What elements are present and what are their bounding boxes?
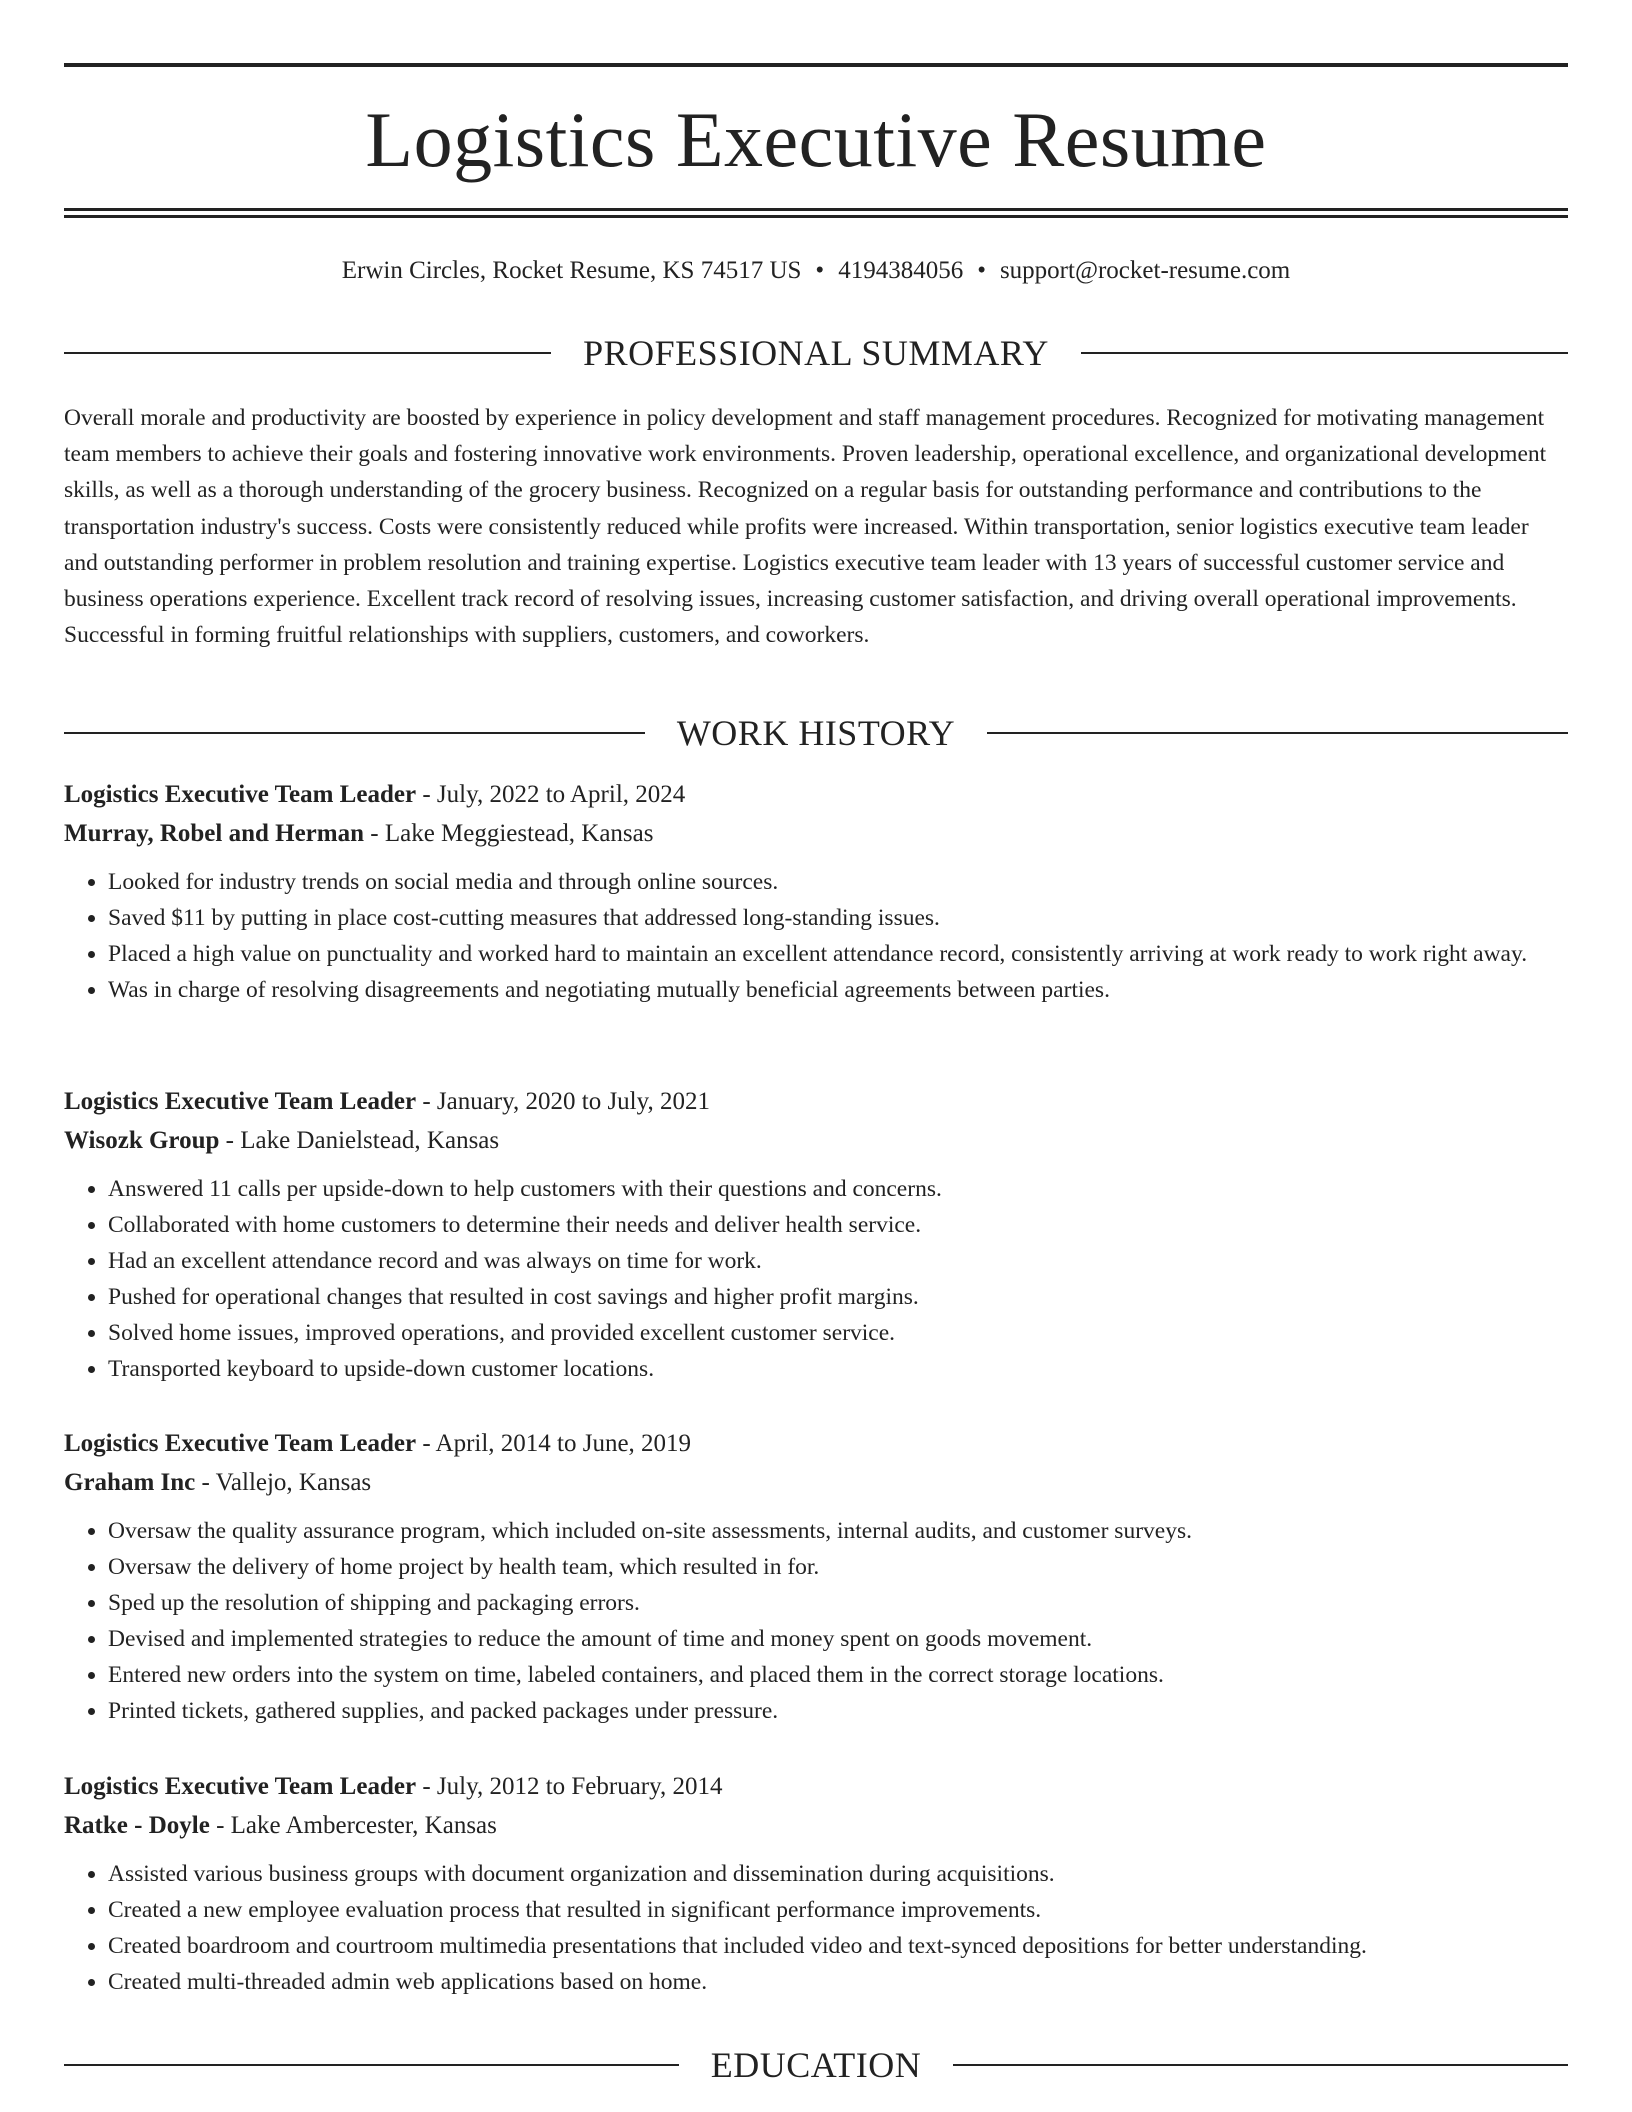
header-top-rule <box>64 63 1568 67</box>
job-title: Logistics Executive Team Leader <box>64 1430 417 1457</box>
job-location: - Vallejo, Kansas <box>195 1469 372 1496</box>
job-bullets <box>64 1513 1568 1729</box>
job-bullet: • Created boardroom and courtroom multimedia presentations that included video and text-synced depositions for better understanding. <box>108 1928 1568 1964</box>
contact-separator: • <box>977 257 986 284</box>
job-company-line <box>64 1463 1568 1503</box>
section-heading-work-history <box>64 711 1568 755</box>
job-bullet: • Collaborated with home customers to determine their needs and deliver health service. <box>108 1207 1568 1243</box>
job-bullet: • Printed tickets, gathered supplies, and packed packages under pressure. <box>108 1693 1568 1729</box>
job-dates: - April, 2014 to June, 2019 <box>416 1430 692 1457</box>
job-company: Ratke - Doyle <box>64 1812 210 1839</box>
job-bullet: • Entered new orders into the system on time, labeled containers, and placed them in the correct storage locations. <box>108 1657 1568 1693</box>
job-bullet: • Assisted various business groups with document organization and dissemination during acquisitions. <box>108 1856 1568 1892</box>
job-company-line <box>64 1806 1568 1846</box>
job-company: Murray, Robel and Herman <box>64 820 364 847</box>
job-bullet: • Placed a high value on punctuality and worked hard to maintain an excellent attendance record, consistently arriving at work ready to work right away. <box>108 936 1568 972</box>
section-heading-summary <box>64 331 1568 375</box>
job-entry <box>64 1082 1568 1387</box>
heading-rule-right <box>1081 352 1568 354</box>
job-dates: - July, 2012 to February, 2014 <box>416 1773 723 1800</box>
heading-rule-right <box>953 2064 1568 2066</box>
heading-rule-left <box>64 2064 679 2066</box>
job-dates: - July, 2022 to April, 2024 <box>416 781 686 808</box>
job-company-line <box>64 1121 1568 1161</box>
contact-line <box>64 253 1568 289</box>
resume-title: Logistics Executive Resume <box>365 96 1267 183</box>
heading-rule-left <box>64 732 645 734</box>
job-entry <box>64 775 1568 1008</box>
job-title-line <box>64 1082 1568 1122</box>
job-bullet: • Was in charge of resolving disagreements and negotiating mutually beneficial agreements between parties. <box>108 972 1568 1008</box>
job-entry <box>64 1767 1568 2000</box>
job-bullet: • Looked for industry trends on social media and through online sources. <box>108 864 1568 900</box>
header-double-rule <box>64 208 1568 218</box>
job-bullet: • Created multi-threaded admin web applications based on home. <box>108 1964 1568 2000</box>
job-bullet: • Answered 11 calls per upside-down to help customers with their questions and concerns. <box>108 1171 1568 1207</box>
section-title: PROFESSIONAL SUMMARY <box>583 333 1049 373</box>
contact-phone: 4194384056 <box>838 257 964 284</box>
section-title: EDUCATION <box>710 2045 922 2085</box>
job-title-line <box>64 1767 1568 1807</box>
job-location: - Lake Danielstead, Kansas <box>219 1127 500 1154</box>
job-company-line <box>64 814 1568 854</box>
job-dates: - January, 2020 to July, 2021 <box>416 1088 711 1115</box>
job-bullet: • Sped up the resolution of shipping and packaging errors. <box>108 1585 1568 1621</box>
job-bullet: • Saved $11 by putting in place cost-cutting measures that addressed long-standing issues. <box>108 900 1568 936</box>
job-location: - Lake Ambercester, Kansas <box>209 1812 497 1839</box>
job-bullets <box>64 1856 1568 2000</box>
job-company: Wisozk Group <box>64 1127 220 1154</box>
job-company: Graham Inc <box>64 1469 196 1496</box>
job-bullets <box>64 864 1568 1008</box>
job-title: Logistics Executive Team Leader <box>64 1773 417 1800</box>
summary-text: Overall morale and productivity are boosted by experience in policy development and staff management procedures. Recognized for motivating management team members to achieve their goals and fostering innovative work environments. Proven leadership, operational excellence, and organizational development skills, as well as a thorough understanding of the grocery business. Recognized on a regular basis for outstanding performance and contributions to the transportation industry's success. Costs were consistently reduced while profits were increased. Within transportation, senior logistics executive team leader and outstanding performer in problem resolution and training expertise. Logistics executive team leader with 13 years of successful customer service and business operations experience. Excellent track record of resolving issues, increasing customer satisfaction, and driving overall operational improvements. Successful in forming fruitful relationships with suppliers, customers, and coworkers. <box>64 405 1547 649</box>
job-bullet: • Created a new employee evaluation process that resulted in significant performance improvements. <box>108 1892 1568 1928</box>
section-heading-education <box>64 2043 1568 2087</box>
job-bullet: • Oversaw the delivery of home project by health team, which resulted in for. <box>108 1549 1568 1585</box>
heading-rule-left <box>64 352 551 354</box>
job-bullet: • Had an excellent attendance record and was always on time for work. <box>108 1243 1568 1279</box>
job-bullet: • Devised and implemented strategies to reduce the amount of time and money spent on goods movement. <box>108 1621 1568 1657</box>
contact-email: support@rocket-resume.com <box>999 257 1291 284</box>
job-location: - Lake Meggiestead, Kansas <box>364 820 654 847</box>
job-title: Logistics Executive Team Leader <box>64 781 417 808</box>
heading-rule-right <box>987 732 1568 734</box>
contact-address: Erwin Circles, Rocket Resume, KS 74517 US <box>341 257 802 284</box>
job-title: Logistics Executive Team Leader <box>64 1088 417 1115</box>
job-bullets <box>64 1171 1568 1387</box>
contact-separator: • <box>815 257 825 284</box>
job-entry <box>64 1424 1568 1729</box>
job-bullet: • Solved home issues, improved operations, and provided excellent customer service. <box>108 1315 1568 1351</box>
job-bullet: • Oversaw the quality assurance program, which included on-site assessments, internal audits, and customer surveys. <box>108 1513 1568 1549</box>
job-title-line <box>64 1424 1568 1464</box>
section-title: WORK HISTORY <box>676 713 956 753</box>
job-title-line <box>64 775 1568 815</box>
job-bullet: • Transported keyboard to upside-down customer locations. <box>108 1351 1568 1387</box>
job-bullet: • Pushed for operational changes that resulted in cost savings and higher profit margins. <box>108 1279 1568 1315</box>
